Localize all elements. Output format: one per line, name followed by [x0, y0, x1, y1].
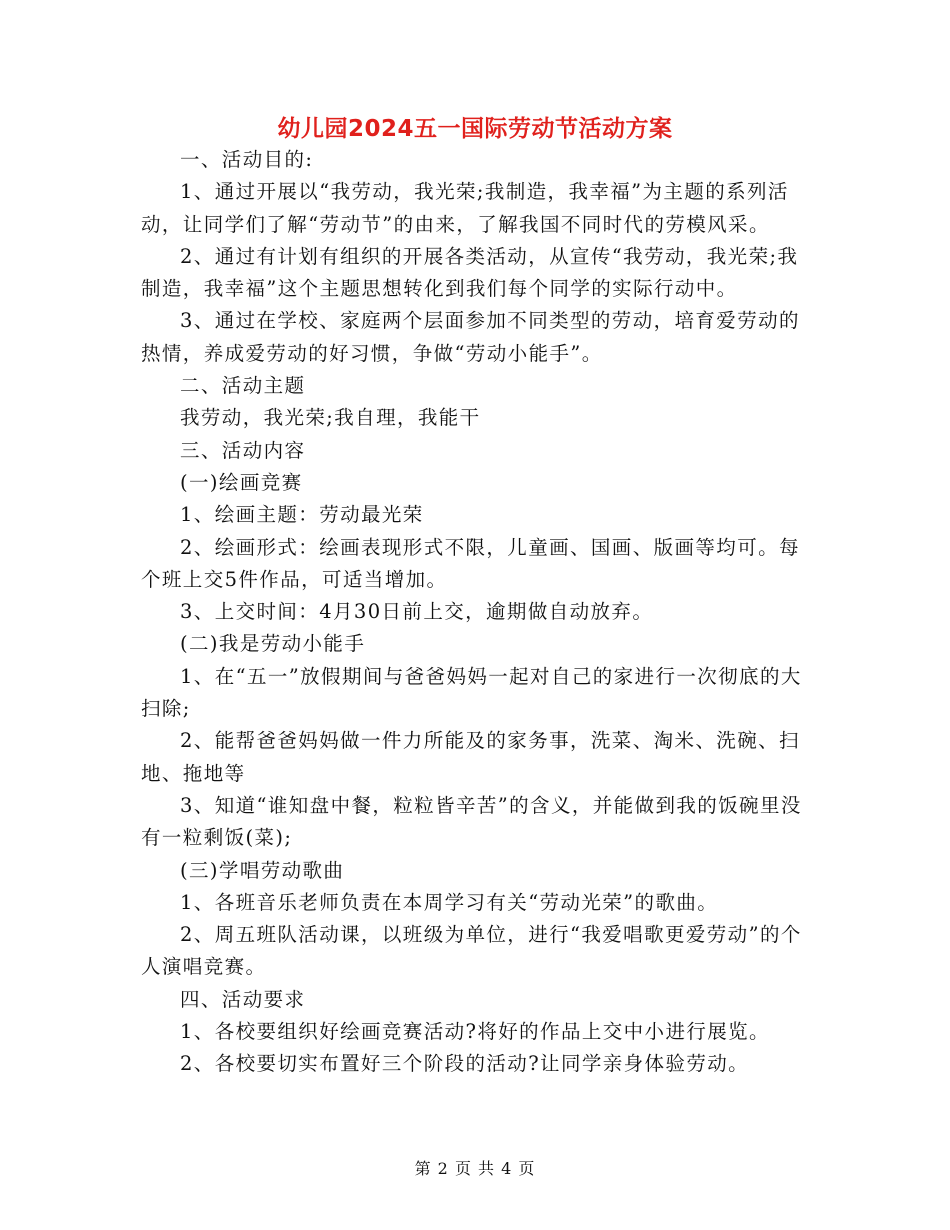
subsection-heading: (二)我是劳动小能手 — [180, 632, 366, 656]
document-title: 幼儿园2024五一国际劳动节活动方案 — [277, 116, 673, 142]
paragraph: 2、各校要切实布置好三个阶段的活动?让同学亲身体验劳动。 — [180, 1052, 750, 1076]
subsection-heading: (三)学唱劳动歌曲 — [180, 858, 345, 882]
paragraph: 2、能帮爸爸妈妈做一件力所能及的家务事，洗菜、淘米、洗碗、扫地、拖地等 — [141, 729, 800, 785]
section-heading: 二、活动主题 — [180, 374, 306, 398]
paragraph: 2、绘画形式：绘画表现形式不限，儿童画、国画、版画等均可。每个班上交5件作品，可适当增加。 — [141, 535, 800, 591]
paragraph: 1、绘画主题：劳动最光荣 — [180, 503, 424, 527]
document-body — [141, 144, 809, 1081]
page-number-footer: 第 2 页 共 4 页 — [414, 1159, 536, 1178]
section-heading: 四、活动要求 — [180, 987, 306, 1011]
subsection-heading: (一)绘画竞赛 — [180, 470, 303, 494]
section-heading: 三、活动内容 — [180, 438, 306, 462]
paragraph: 3、知道“谁知盘中餐，粒粒皆辛苦”的含义，并能做到我的饭碗里没有一粒剩饭(菜); — [141, 793, 802, 850]
paragraph: 我劳动，我光荣;我自理，我能干 — [180, 406, 481, 430]
paragraph: 1、在“五一”放假期间与爸爸妈妈一起对自己的家进行一次彻底的大扫除; — [141, 664, 802, 721]
section-heading: 一、活动目的: — [180, 148, 314, 171]
paragraph: 1、各班音乐老师负责在本周学习有关“劳动光荣”的歌曲。 — [180, 890, 719, 914]
paragraph: 2、通过有计划有组织的开展各类活动，从宣传“我劳动，我光荣;我制造，我幸福”这个主题思想转化到我们每个同学的实际行动中。 — [141, 244, 799, 301]
paragraph: 1、通过开展以“我劳动，我光荣;我制造，我幸福”为主题的系列活动，让同学们了解“劳动节”的由来，了解我国不同时代的劳模风采。 — [141, 180, 789, 236]
paragraph: 3、通过在学校、家庭两个层面参加不同类型的劳动，培育爱劳动的热情，养成爱劳动的好习惯，争做“劳动小能手”。 — [141, 309, 800, 365]
paragraph: 1、各校要组织好绘画竞赛活动?将好的作品上交中小进行展览。 — [180, 1020, 770, 1044]
paragraph: 3、上交时间：4月30日前上交，逾期做自动放弃。 — [180, 600, 654, 624]
paragraph: 2、周五班队活动课，以班级为单位，进行“我爱唱歌更爱劳动”的个人演唱竞赛。 — [141, 923, 802, 979]
